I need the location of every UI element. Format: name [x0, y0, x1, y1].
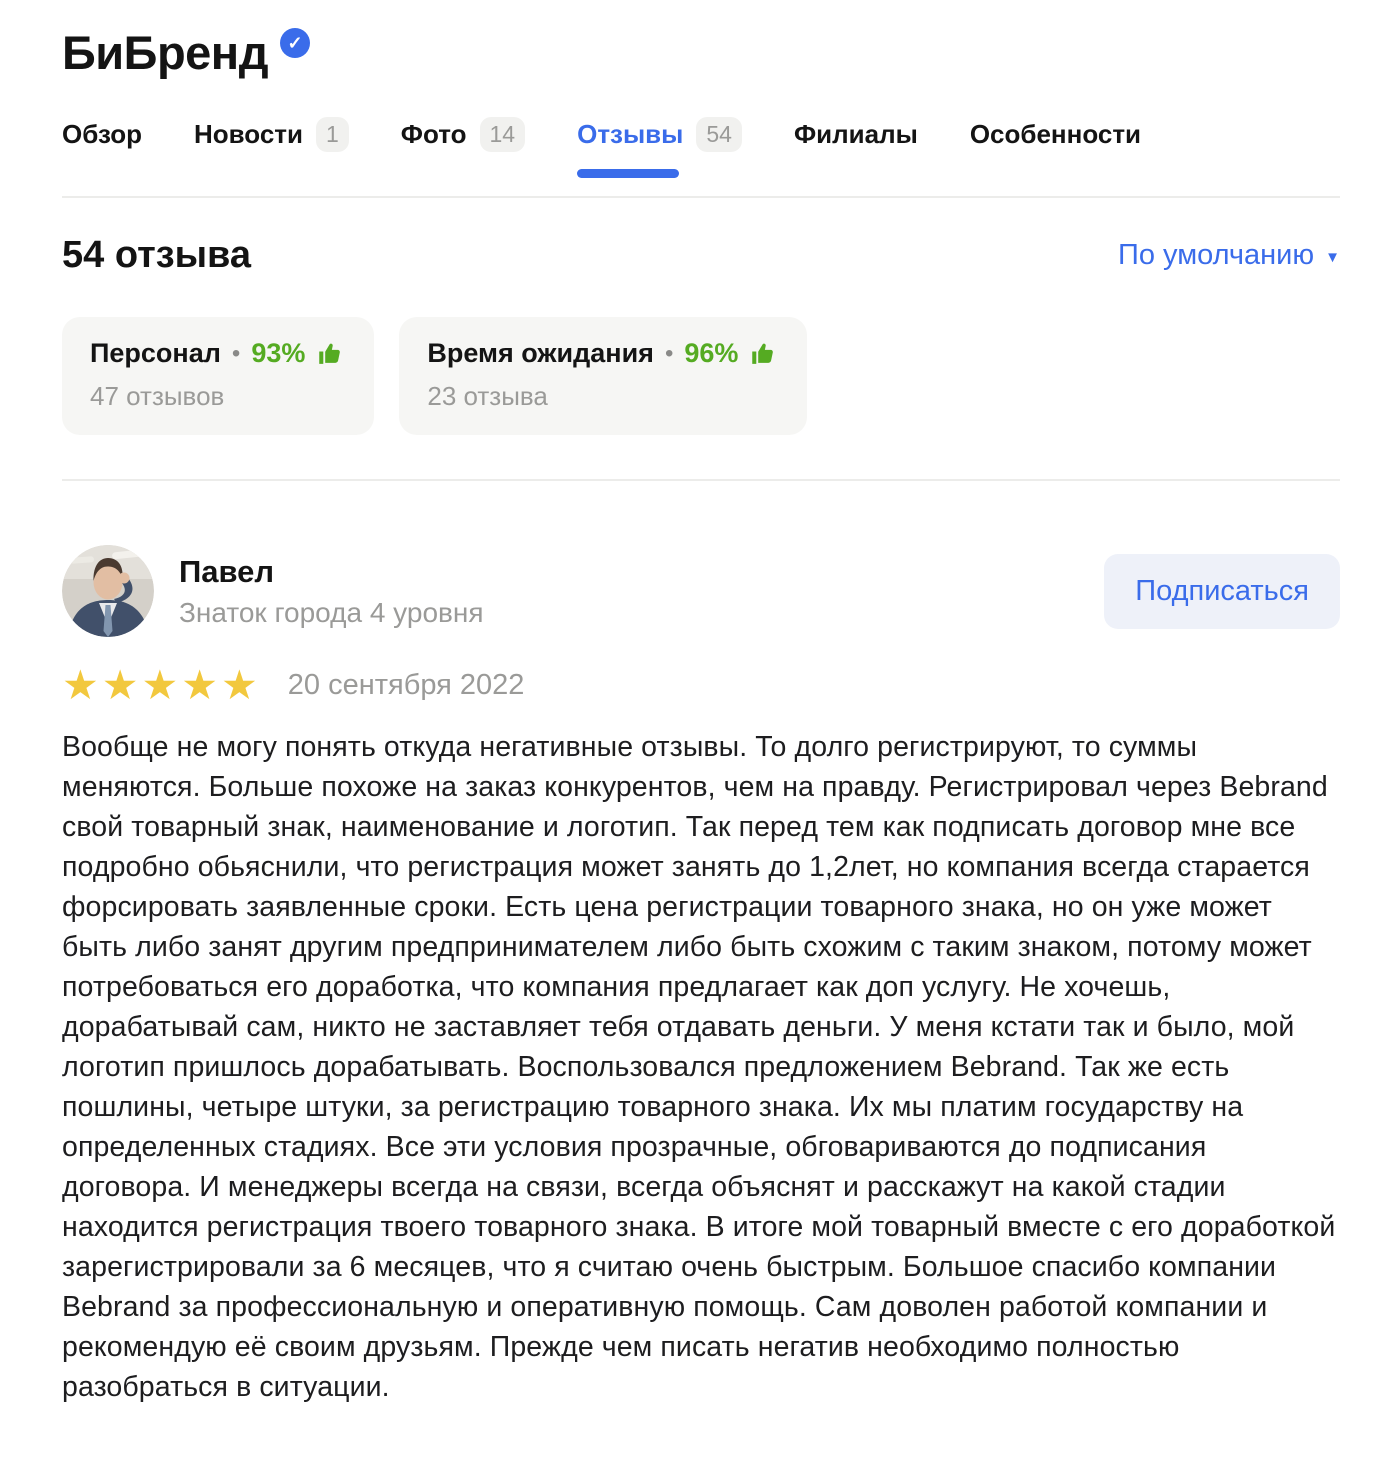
- section-divider: [62, 479, 1340, 481]
- tab-features[interactable]: [970, 119, 1141, 150]
- review-text: Вообще не могу понять откуда негативные отзывы. То долго регистрируют, то суммы меняются. Больше похоже на заказ конкурентов, чем на правду. Регистрировал через Bebrand свой товарный знак, наименование и логотип. Так перед тем как подписать договор мне все подробно обьяснили, что регистрация может занять до 1,2лет, но компания всегда старается форсировать заявленные сроки. Есть цена регистрации товарного знака, но он уже может быть либо занят другим предпринимателем либо быть схожим с таким знаком, потому может потребоваться его доработка, что компания предлагает как доп услугу. Не хочешь, дорабатывай сам, никто не заставляет тебя отдавать деньги. У меня кстати так и было, мой логотип пришлось дорабатывать. Воспользовался предложением Bebrand. Так же есть пошлины, четыре штуки, за регистрацию товарного знака. Их мы платим государству на определенных стадиях. Все эти условия прозрачные, обговариваются до подписания договора. И менеджеры всегда на связи, всегда объяснят и расскажут на какой стадии находится регистрация твоего товарного знака. В итоге мой товарный вместе с его доработкой зарегистрировали за 6 месяцев, что я считаю очень быстрым. Большое спасибо компании Bebrand за профессиональную и оперативную помощь. Сам доволен работой компании и рекомендую её своим друзьям. Прежде чем писать негатив необходимо полностью разобраться в ситуации.: [62, 731, 1336, 1404]
- review-author-status: Знаток города 4 уровня: [179, 596, 484, 628]
- tab-overview[interactable]: [62, 119, 142, 150]
- aspect-chip-waiting-time[interactable]: [399, 317, 807, 435]
- aspect-chips-row: [62, 317, 1340, 435]
- tab-count-badge: 54: [696, 117, 742, 152]
- chevron-down-icon: ▼: [1325, 249, 1340, 267]
- sort-dropdown[interactable]: [1118, 239, 1340, 272]
- tab-count-badge: 1: [316, 117, 349, 152]
- tab-label: Отзывы: [577, 119, 684, 150]
- aspect-chip-personnel[interactable]: [62, 317, 374, 435]
- tab-label: Особенности: [969, 119, 1142, 150]
- tab-branches[interactable]: [794, 119, 918, 150]
- tab-label: Фото: [400, 119, 467, 150]
- rating-stars: ★★★★★: [62, 662, 261, 709]
- tab-reviews[interactable]: [577, 117, 742, 152]
- reviews-header: [62, 234, 1340, 277]
- tab-count-badge: 14: [480, 117, 526, 152]
- aspect-percent: 96%: [684, 338, 739, 369]
- verified-badge-icon: ✓: [280, 28, 310, 58]
- aspect-chip-top: [90, 338, 344, 369]
- avatar[interactable]: [62, 545, 154, 637]
- business-title: БиБренд: [62, 26, 269, 79]
- active-tab-underline: [577, 169, 679, 178]
- aspect-percent: 93%: [251, 338, 306, 369]
- tab-photos[interactable]: [401, 117, 525, 152]
- review-date: 20 сентября 2022: [287, 669, 525, 702]
- tab-label: Филиалы: [793, 119, 918, 150]
- tab-label: Обзор: [62, 119, 142, 150]
- review-header: [62, 545, 1340, 637]
- tabs-divider: [62, 196, 1340, 198]
- tab-label: Новости: [193, 119, 303, 150]
- aspect-review-count: 23 отзыва: [427, 381, 548, 412]
- business-header: [62, 0, 1340, 77]
- dot-separator: •: [231, 339, 241, 367]
- tab-news[interactable]: [194, 117, 349, 152]
- sort-label: По умолчанию: [1118, 239, 1315, 272]
- thumbs-up-icon: [317, 340, 344, 367]
- review-rating-row: [62, 662, 1340, 709]
- dot-separator: •: [664, 339, 674, 367]
- thumbs-up-icon: [750, 340, 777, 367]
- aspect-chip-top: [427, 338, 777, 369]
- aspect-review-count: 47 отзывов: [90, 381, 225, 412]
- aspect-name: Время ожидания: [427, 338, 654, 369]
- review-author-block: [179, 554, 1104, 629]
- reviews-count-title: 54 отзыва: [62, 234, 252, 277]
- follow-button[interactable]: Подписаться: [1104, 554, 1340, 629]
- review-card: [62, 545, 1340, 1407]
- tab-bar: [62, 117, 1340, 152]
- review-author-name: Павел: [179, 553, 275, 589]
- aspect-name: Персонал: [90, 338, 221, 369]
